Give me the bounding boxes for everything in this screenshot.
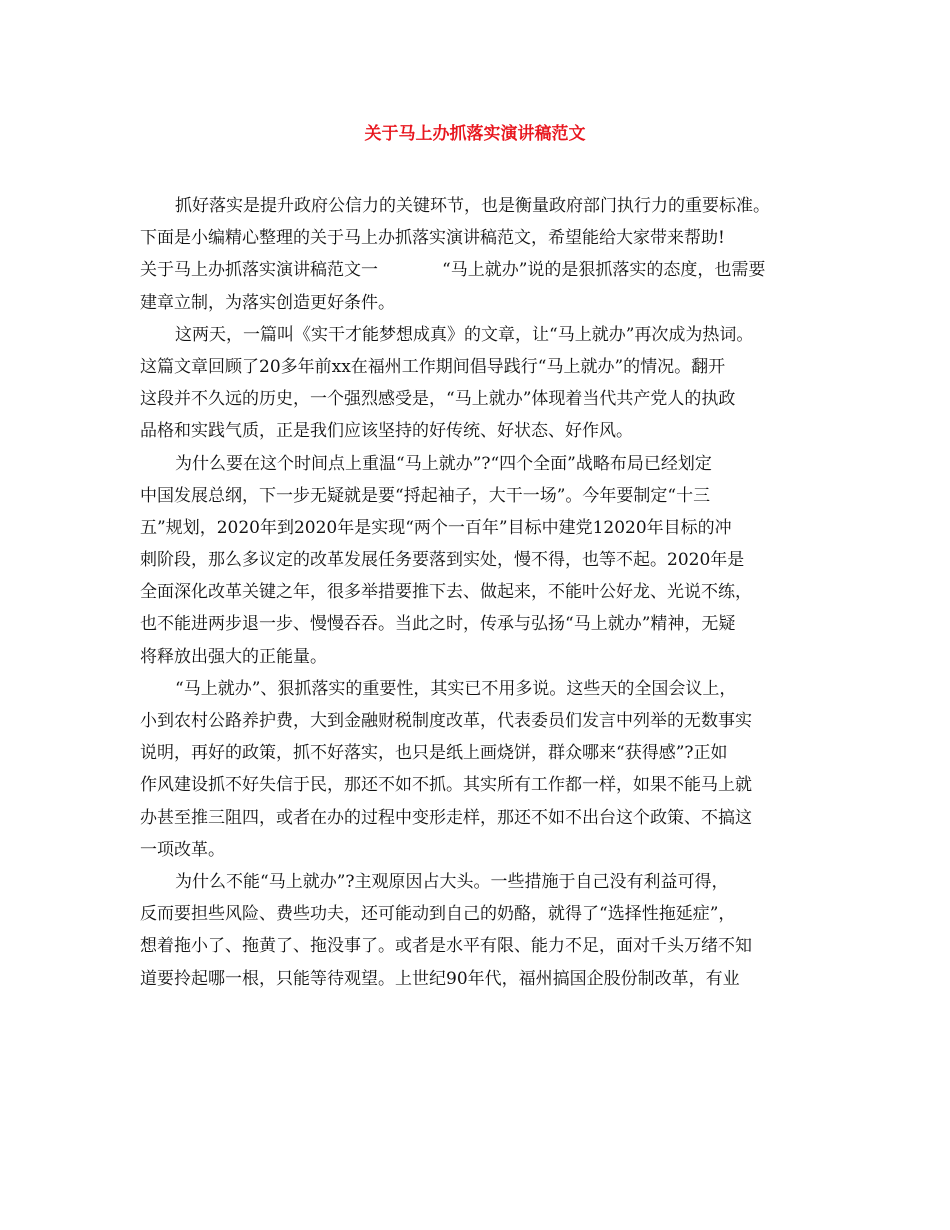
text-line: 中国发展总纲，下一步无疑就是要“捋起袖子，大干一场”。今年要制定“十三	[140, 485, 711, 506]
text-line: 办甚至推三阻四，或者在办的过程中变形走样，那还不如不出台这个政策、不搞这	[140, 807, 752, 828]
text-line: 建章立制，为落实创造更好条件。	[140, 292, 395, 313]
text-line: 想着拖小了、拖黄了、拖没事了。或者是水平有限、能力不足，面对千头万绪不知	[140, 936, 752, 957]
document-title: 关于马上办抓落实演讲稿范文	[364, 124, 586, 144]
text-line: 这段并不久远的历史，一个强烈感受是，“马上就办”体现着当代共产党人的执政	[140, 389, 736, 410]
text-line: 五”规划，2020年到2020年是实现“两个一百年”目标中建党12020年目标的冲	[140, 517, 732, 538]
text-line: 为什么不能“马上就办”?主观原因占大头。一些措施于自己没有利益可得，	[175, 871, 729, 892]
text-line: “马上就办”、狠抓落实的重要性，其实已不用多说。这些天的全国会议上，	[175, 678, 737, 699]
text-line: 这篇文章回顾了20多年前xx在福州工作期间倡导践行“马上就办”的情况。翻开	[140, 356, 726, 377]
text-line: 刺阶段，那么多议定的改革发展任务要落到实处，慢不得，也等不起。2020年是	[140, 550, 745, 571]
text-line: 说明，再好的政策，抓不好落实，也只是纸上画烧饼，群众哪来“获得感”?正如	[140, 743, 728, 764]
text-line: 品格和实践气质，正是我们应该坚持的好传统、好状态、好作风。	[140, 421, 633, 442]
text-line: 为什么要在这个时间点上重温“马上就办”?“四个全面”战略布局已经划定	[175, 453, 712, 474]
text-line: 全面深化改革关键之年，很多举措要推下去、做起来，不能叶公好龙、光说不练，	[140, 582, 752, 603]
text-line: 反而要担些风险、费些功夫，还可能动到自己的奶酪，就得了“选择性拖延症”，	[140, 904, 736, 925]
text-span: “马上就办”说的是狠抓落实的态度，也需要	[442, 260, 766, 281]
text-line	[140, 254, 830, 286]
text-line: 也不能进两步退一步、慢慢吞吞。当此之时，传承与弘扬“马上就办”精神，无疑	[140, 614, 736, 635]
text-line: 将释放出强大的正能量。	[140, 646, 327, 667]
text-line: 一项改革。	[140, 839, 225, 860]
text-line: 道要拎起哪一根，只能等待观望。上世纪90年代，福州搞国企股份制改革，有业	[140, 968, 740, 989]
text-line: 下面是小编精心整理的关于马上办抓落实演讲稿范文，希望能给大家带来帮助!	[140, 228, 725, 249]
document-body	[140, 190, 830, 995]
text-line: 抓好落实是提升政府公信力的关键环节，也是衡量政府部门执行力的重要标准。	[175, 196, 770, 216]
section-heading: 关于马上办抓落实演讲稿范文一	[140, 260, 378, 281]
text-line: 作风建设抓不好失信于民，那还不如不抓。其实所有工作都一样，如果不能马上就	[140, 775, 752, 796]
text-line: 小到农村公路养护费，大到金融财税制度改革，代表委员们发言中列举的无数事实	[140, 711, 752, 731]
text-line: 这两天，一篇叫《实干才能梦想成真》的文章，让“马上就办”再次成为热词。	[175, 324, 754, 345]
